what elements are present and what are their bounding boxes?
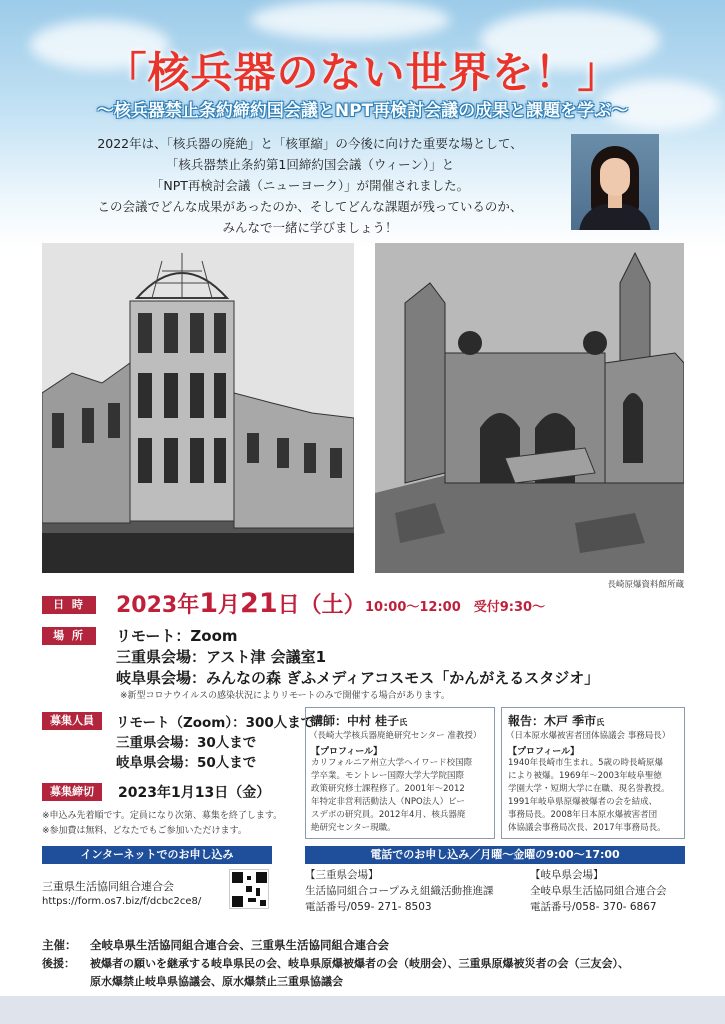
cathedral-ruins-photo xyxy=(375,243,684,573)
event-date xyxy=(116,588,366,619)
event-time: 10:00〜12:00 受付9:30〜 xyxy=(365,600,546,615)
venue-label: 場 所 xyxy=(42,627,96,645)
venue-line: 岐阜県会場：みんなの森 ぎふメディアコスモス「かんがえるスタジオ」 xyxy=(116,669,600,687)
intro-line: この会議でどんな成果があったのか、そしてどんな課題が残っているのか、 xyxy=(97,199,523,214)
deadline-date: 2023年1月13日（金） xyxy=(118,785,271,801)
reporter-profile-text: 1940年長崎市生まれ。5歳の時長崎原爆 により被爆。1969年〜2003年岐阜聖徳 学園大学・短期大学に在職、現名誉教授。 1991年岐阜県原爆被爆者の会を結成、 事務局長。2008年日本原水爆被害者団 体協議会事務局次長、2017年事務局長。 xyxy=(508,758,670,833)
host-line: 主催： 全岐阜県生活協同組合連合会、三重県生活協同組合連合会 xyxy=(42,938,389,952)
cloud-shape xyxy=(250,0,450,40)
capacity-line: 岐阜県会場：50人まで xyxy=(116,755,257,771)
venue-note: ※新型コロナウイルスの感染状況によりリモートのみで開催する場合があります。 xyxy=(120,691,450,701)
lecturer-name: 講師：中村 桂子氏 xyxy=(311,714,408,728)
phone-gifu: 【岐阜県会場】 全岐阜県生活協同組合連合会 電話番号/058- 370- 6867 xyxy=(530,869,667,913)
date-day-unit: 日 xyxy=(277,593,300,618)
date-month: 1 xyxy=(199,588,219,619)
lecturer-affiliation: （長崎大学核兵器廃絶研究センター 准教授） xyxy=(309,731,482,741)
capacity-line: リモート（Zoom）：300人まで xyxy=(116,715,315,731)
atomic-bomb-dome-photo xyxy=(42,243,354,573)
reporter-profile-heading: 【プロフィール】 xyxy=(508,747,580,757)
date-month-unit: 月 xyxy=(218,593,241,618)
phone-mie: 【三重県会場】 生活協同組合コープみえ組織活動推進課 電話番号/059- 271- 8503 xyxy=(305,869,494,913)
intro-line: 「NPT再検討会議（ニューヨーク）」が開催されました。 xyxy=(150,178,470,193)
intro-line: 「核兵器禁止条約第1回締約国会議（ウィーン）」と xyxy=(165,157,455,172)
intro-text xyxy=(70,133,550,238)
reporter-name: 報告：木戸 季市氏 xyxy=(508,714,605,728)
deadline-note: ※参加費は無料、どなたでもご参加いただけます。 xyxy=(42,826,247,836)
reporter-affiliation: （日本原水爆被害者団体協議会 事務局長） xyxy=(506,731,671,741)
lecturer-profile-text: カリフォルニア州立大学ヘイワード校国際 学卒業。モントレー国際大学大学院国際 政策研究修士課程修了。2001年〜2012 年特定非営利活動法人（NPO法人）ピー スデポの研究員。2012年4月、核兵器廃 絶研究センター現職。 xyxy=(311,758,473,833)
online-apply-heading: インターネットでのお申し込み xyxy=(42,846,272,864)
page-subtitle: 〜核兵器禁止条約締約国会議とNPT再検討会議の成果と課題を学ぶ〜 xyxy=(96,101,629,121)
deadline-label: 募集締切 xyxy=(42,783,102,801)
date-year: 2023年 xyxy=(116,593,200,618)
venue-line: リモート：Zoom xyxy=(116,627,238,645)
support-line: 原水爆禁止岐阜県協議会、原水爆禁止三重県協議会 xyxy=(90,975,343,988)
capacity-line: 三重県会場：30人まで xyxy=(116,735,257,751)
support-line: 後援： 被爆者の願いを継承する岐阜県民の会、岐阜県原爆被爆者の会（岐朋会）、三重県原爆被災者の会（三友会）、 xyxy=(42,957,629,970)
bottom-strip xyxy=(0,996,725,1024)
date-label: 日 時 xyxy=(42,596,96,614)
online-apply-org: 三重県生活協同組合連合会 xyxy=(42,880,174,893)
intro-line: 2022年は、「核兵器の廃絶」と「核軍縮」の今後に向けた重要な場として、 xyxy=(97,136,523,151)
venue-line: 三重県会場：アスト津 会議室1 xyxy=(116,648,327,666)
qr-code[interactable] xyxy=(229,869,269,909)
page-title: 「核兵器のない世界を！」 xyxy=(104,48,621,97)
online-apply-url[interactable]: https://form.os7.biz/f/dcbc2ce8/ xyxy=(42,896,202,907)
date-day: 21 xyxy=(240,588,278,619)
lecturer-profile-heading: 【プロフィール】 xyxy=(311,747,383,757)
phone-apply-heading: 電話でのお申し込み／月曜〜金曜の9:00〜17:00 xyxy=(305,846,685,864)
capacity-label: 募集人員 xyxy=(42,712,102,730)
photo-credit: 長崎原爆資料館所蔵 xyxy=(607,580,684,590)
lecturer-portrait xyxy=(571,134,659,230)
deadline-note: ※申込み先着順です。定員になり次第、募集を終了します。 xyxy=(42,811,283,821)
date-weekday: （土） xyxy=(299,593,366,618)
intro-line: みんなで一緒に学びましょう！ xyxy=(222,220,398,235)
